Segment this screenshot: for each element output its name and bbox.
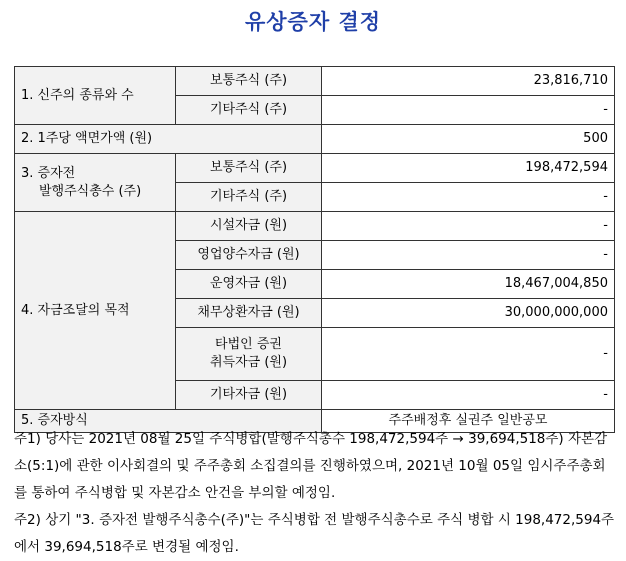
value-other-shares-before: - — [322, 183, 615, 212]
fund-item-name: 영업양수자금 (원) — [176, 241, 322, 270]
row-label-fund-purpose: 4. 자금조달의 목적 — [15, 212, 176, 410]
row-label-line1: 3. 증자전 — [21, 165, 76, 181]
sub-label-common: 보통주식 (주) — [176, 154, 322, 183]
table-row — [15, 125, 615, 154]
value-common-new-shares: 23,816,710 — [322, 67, 615, 96]
sub-label-other: 기타주식 (주) — [176, 183, 322, 212]
fund-item-value: - — [322, 212, 615, 241]
row-label-par-value: 2. 1주당 액면가액 (원) — [15, 125, 322, 154]
footnote-1: 주1) 당사는 2021년 08월 25일 주식병합(발행주식총수 198,472,594주 → 39,694,518주) 자본감소(5:1)에 관한 이사회결의 및 주주총회 소집결의를 진행하였으며, 2021년 10월 05일 임시주주총회를 통하여 주식병합 및 자본감소 안건을 부의할 예정임. — [14, 431, 608, 501]
table-row — [15, 212, 615, 241]
value-other-new-shares: - — [322, 96, 615, 125]
fund-item-name: 시설자금 (원) — [176, 212, 322, 241]
fund-item-name: 채무상환자금 (원) — [176, 299, 322, 328]
fund-item-value: - — [322, 241, 615, 270]
page-title: 유상증자 결정 — [244, 9, 382, 34]
fund-item-value: - — [322, 328, 615, 381]
disclosure-table — [14, 66, 615, 433]
fund-item-name-line2: 취득자금 (원) — [209, 355, 288, 370]
value-method: 주주배정후 실권주 일반공모 — [322, 410, 615, 433]
sub-label-other: 기타주식 (주) — [176, 96, 322, 125]
fund-item-value: - — [322, 381, 615, 410]
fund-item-name — [176, 328, 322, 381]
row-label-shares-before — [15, 154, 176, 212]
row-label-method: 5. 증자방식 — [15, 410, 322, 433]
value-par-value: 500 — [322, 125, 615, 154]
sub-label-common: 보통주식 (주) — [176, 67, 322, 96]
fund-item-name-line1: 타법인 증권 — [215, 337, 282, 352]
row-label-new-shares: 1. 신주의 종류와 수 — [15, 67, 176, 125]
fund-item-value: 18,467,004,850 — [322, 270, 615, 299]
fund-item-name: 기타자금 (원) — [176, 381, 322, 410]
row-label-line2: 발행주식총수 (주) — [39, 183, 142, 199]
fund-item-value: 30,000,000,000 — [322, 299, 615, 328]
table-row — [15, 154, 615, 183]
table-row — [15, 67, 615, 96]
fund-item-name: 운영자금 (원) — [176, 270, 322, 299]
value-common-shares-before: 198,472,594 — [322, 154, 615, 183]
footnote-2: 주2) 상기 "3. 증자전 발행주식총수(주)"는 주식병합 전 발행주식총수로 주식 병합 시 198,472,594주에서 39,694,518주로 변경될 예정임. — [14, 512, 615, 555]
footnotes — [14, 426, 618, 561]
